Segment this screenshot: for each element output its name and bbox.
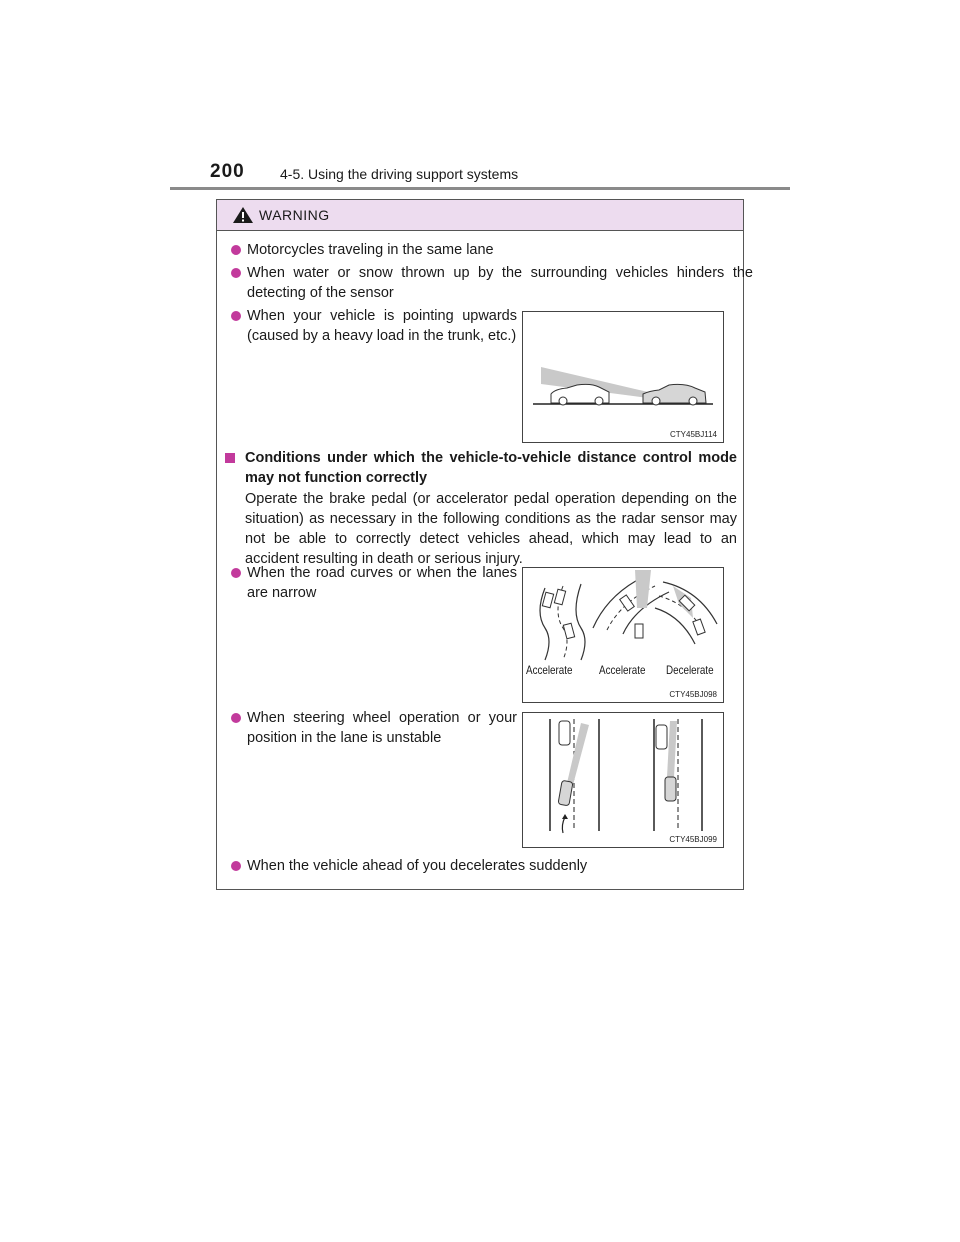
- bullet-text: When your vehicle is pointing upwards (caused by a heavy load in the trunk, etc.): [247, 308, 517, 344]
- bullet-text: When water or snow thrown up by the surrounding vehicles hinders the detecting of the sensor: [247, 265, 753, 301]
- page-header: [170, 160, 790, 190]
- warning-box: [216, 199, 753, 890]
- figure-code: CTY45BJ099: [669, 835, 717, 844]
- bullet-dot: [231, 861, 241, 871]
- condition-heading: Conditions under which the vehicle-to-vehicle distance control mode may not function correctly: [245, 450, 737, 486]
- page-number: 200: [210, 161, 245, 182]
- figure-code: CTY45BJ114: [670, 430, 717, 439]
- bullet-dot: [231, 713, 241, 723]
- figure-code: CTY45BJ098: [669, 690, 717, 699]
- bullet-dot: [231, 245, 241, 255]
- bullet-text: When the vehicle ahead of you decelerates suddenly: [247, 858, 588, 874]
- warning-triangle-icon: [232, 206, 254, 224]
- bullet-dot: [231, 311, 241, 321]
- condition-square-icon: [225, 453, 235, 463]
- bullet-text: When the road curves or when the lanes are narrow: [247, 565, 517, 601]
- bullet-dot: [231, 268, 241, 278]
- curved-road-illustration: [523, 568, 723, 702]
- header-rule: [170, 187, 790, 190]
- warning-header: [217, 200, 743, 231]
- warning-title: WARNING: [259, 207, 330, 223]
- bullet-dot: [231, 568, 241, 578]
- condition-body: Operate the brake pedal (or accelerator pedal operation depending on the situation) as necessary in the following conditions as the radar sensor may not be able to correctly detect vehicles ahead, which may lead to an accident resulting in death or serious injury.: [245, 491, 737, 567]
- bullet-text: When steering wheel operation or your position in the lane is unstable: [247, 710, 517, 746]
- figure-vehicle-pointing-up: [522, 311, 724, 443]
- figure-lane-position: [522, 712, 724, 848]
- bullet-text: Motorcycles traveling in the same lane: [247, 242, 494, 258]
- figure-label-decelerate: Decelerate: [666, 663, 714, 677]
- figure-label-accelerate: Accelerate: [526, 663, 573, 677]
- figure-road-curves: [522, 567, 724, 703]
- figure-label-accelerate: Accelerate: [599, 663, 646, 677]
- lane-position-illustration: [523, 713, 723, 847]
- section-title: 4-5. Using the driving support systems: [280, 166, 519, 182]
- vehicle-tilted-illustration: [523, 312, 723, 442]
